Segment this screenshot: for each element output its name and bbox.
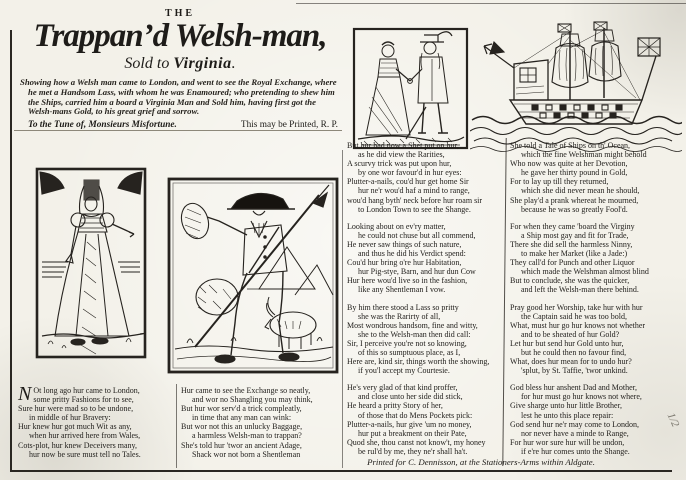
verse-line: because he was so greatly Fool'd. [521,204,628,214]
verse-line: and wor no Shangling you may think, [192,395,313,405]
top-edge-rule [296,3,686,4]
verse-column-1 [18,383,176,467]
verse-line: lest he unto this place repair: [521,410,614,420]
verse-line: Cou'd hur bring o're hur Habitation, [347,258,462,268]
verse-line: They call'd for Punch and other Liquor [510,258,635,268]
stanza [347,141,503,214]
left-edge-rule [10,30,12,471]
verse-line: Looking about on ev'ry matter, [347,221,446,231]
verse-line: and close unto her side did stick, [358,392,463,402]
verse-line: for hur must go hur knows not where, [521,392,642,402]
stanza [181,386,343,459]
verse-line: Hur came to see the Exchange so neatly, [181,386,311,395]
verse-line: Who now was quite at her Devotion, [510,159,628,169]
verse-line: and left the Welsh-man there behind. [521,285,639,295]
verse-line: Give sharge unto hur little Brother, [510,401,622,411]
stanza [347,222,503,295]
title-block [18,8,342,130]
handwritten-margin-mark: 1/2 [664,411,682,429]
verse-line: For to lay up till they returned, [510,177,609,187]
verse-line: There she did sell the harmless Ninny, [510,239,633,249]
verse-line: Sure hur were mad so to be undone, [18,404,134,414]
stanza [347,303,503,376]
verse-line: wou'd hang byth' neck before hur roam sir [347,195,483,205]
verse-line: of this so sumptuous place, as I, [358,347,461,357]
verse-line: be rul'd by me, they ne'r shall ha't. [358,446,468,456]
stanza [347,383,503,456]
verse-line: he could not chuse but all commend, [358,230,476,240]
verse-line: But hur wor serv'd a trick compleatly, [181,404,302,414]
verse-line: Here are, kind sir, things worth the showing, [347,357,490,367]
verse-line: when hur arrived here from Wales, [29,431,141,441]
verse-line: hur now be sure must tell no Tales. [29,449,141,459]
verse-line: and to be sheated of hur Gold? [521,329,620,339]
verse-line: but he could then no favour find, [521,347,627,357]
verse-line: But hur had now a Shet put on hur, [347,141,459,150]
verse-line: if e're hur comes unto the Shange. [521,446,630,456]
verse-line: He's very glad of that kind proffer, [347,383,458,393]
column-divider-1 [176,384,177,468]
verse-line: Ot long ago hur came to London, [33,386,140,395]
verse-line: What, must hur go hur knows not whether [510,320,646,330]
verse-line: She's told hur 'twor an ancient Adage, [181,440,302,450]
verse-line: in time that any man can wink: [192,413,292,423]
verse-line: he gave her thirty pound in Gold, [521,168,628,178]
verse-line: hur Pig-stye, Barn, and hur dun Cow [358,267,476,277]
verse-line: of those that do Mens Pockets pick: [358,410,473,420]
verse-line: which the fine Welshman might behold [521,150,647,160]
verse-line: She told a Tale of Ships on th' Ocean, [510,141,631,150]
bottom-edge-rule [10,470,672,472]
verse-line: For when they came 'board the Virginy [510,221,635,231]
couple-woodcut-icon [352,27,469,152]
verse-line: a harmless Welsh-man to trappan? [192,431,302,441]
verse-line: a Ship most gay and fit for Trade, [521,230,629,240]
stanza [510,141,682,214]
verse-line: to London Town to see the Shange. [358,204,471,214]
verse-line: Pray good her Worship, take hur with hur [510,302,643,312]
verse-line: He heard a pritty Story of her, [347,401,443,411]
verse-line: But to conclude, she was the quicker, [510,276,630,286]
tune-line-row [18,120,342,130]
tune-line: To the Tune of, Monsieurs Misfortune. [28,120,177,131]
verse-line: She play'd a prank whereat he mourned, [510,195,639,205]
verse-line: the Captain said he was too bold, [521,311,627,321]
verse-line: God send hur ne'r may come to London, [510,419,639,429]
verse-line: she to the Welsh-man then did call: [358,329,471,339]
verse-line: as he did view the Rarities, [358,150,445,160]
verse-column-4 [510,141,682,464]
verse-line: she was the Rarirty of all, [358,311,441,321]
verse-column-3 [347,141,503,464]
stanza [510,383,682,456]
dropcap: N [18,383,32,405]
stanza [510,222,682,295]
verse-line: By him there stood a Lass so pritty [347,302,459,312]
verse-line: Hur knew hur got much Wit as any, [18,422,132,432]
verse-line: A scurvy trick was put upon hur, [347,159,452,169]
verse-line: in middle of hur Bravery: [29,413,111,423]
verse-line: and thus he did his Verdict spend: [358,249,466,259]
lady-woodcut-icon [34,166,148,360]
verse-line: Plutter-a-nails, hur give 'um no money, [347,419,472,429]
verse-line: Quod she, thou canst not know't, my honey [347,437,486,447]
stanza [18,383,176,459]
verse-line: which she did never mean he should, [521,186,640,196]
verse-column-2 [181,386,343,467]
kicker: THE [164,8,196,19]
page-title: Trappan’d Welsh-man, [33,18,327,54]
subtitle: Sold to Virginia. [124,55,236,72]
verse-line: hur put a breakment on their Pate, [358,428,467,438]
ship-woodcut-icon [470,20,682,153]
welshman-woodcut-icon [167,177,339,378]
summary-paragraph: Showing how a Welsh man came to London, and went to see the Royal Exchange, where he met a Handsom Lass, with whom he was Enamoured; who pretending to shew him the Ships, carried him a board a Virginia Man and Sold him, having first got the Welsh-mans Gold, to his great grief and sorrow. [20,77,337,117]
verse-line: nor never have a minde to Range, [521,428,629,438]
verse-line: some pritty Fashions for to see, [33,395,134,405]
verse-line: hur ne'r wou'd haf a mind to range, [358,186,470,196]
verse-line: What, does hur mean for to undo hur? [510,357,632,367]
verse-line: For hur wor sure hur will be undon, [510,437,625,447]
verse-line: Cots-plot, hur knew Deceivers many, [18,440,138,450]
verse-line: Plutter-a-nails, cou'd hur get home Sir [347,177,469,187]
verse-line: Most wondrous handsom, fine and witty, [347,320,478,330]
verse-line: He never saw things of such nature, [347,239,462,249]
verse-line: like any Shentleman I vow. [358,285,446,295]
verse-line: which made the Welshman almost blind [521,267,649,277]
license-line: This may be Printed, R. P. [240,120,338,131]
verse-line: Shack wor not born a Shentleman [192,449,301,459]
verse-line: But wor not this an unlucky Baggage, [181,422,303,432]
verse-line: Sir, I perceive you're not so knowing, [347,338,467,348]
verse-line: God bless hur anshent Dad and Mother, [510,383,637,393]
verse-line: 'splut, by St. Taffie, 'twor unkind. [521,366,628,376]
imprint-line: Printed for C. Dennisson, at the Stationers-Arms within Aldgate. [367,457,595,467]
verse-line: Let hur but send hur Gold unto hur, [510,338,624,348]
verse-line: Hur here wou'd live so in the fashion, [347,276,468,286]
verse-line: to make her Market (like a Jade:) [521,249,628,259]
stanza [510,303,682,376]
verse-line: if you'l accept my Courtesie. [358,366,450,376]
verse-line: by one wor favour'd in hur eyes: [358,168,462,178]
